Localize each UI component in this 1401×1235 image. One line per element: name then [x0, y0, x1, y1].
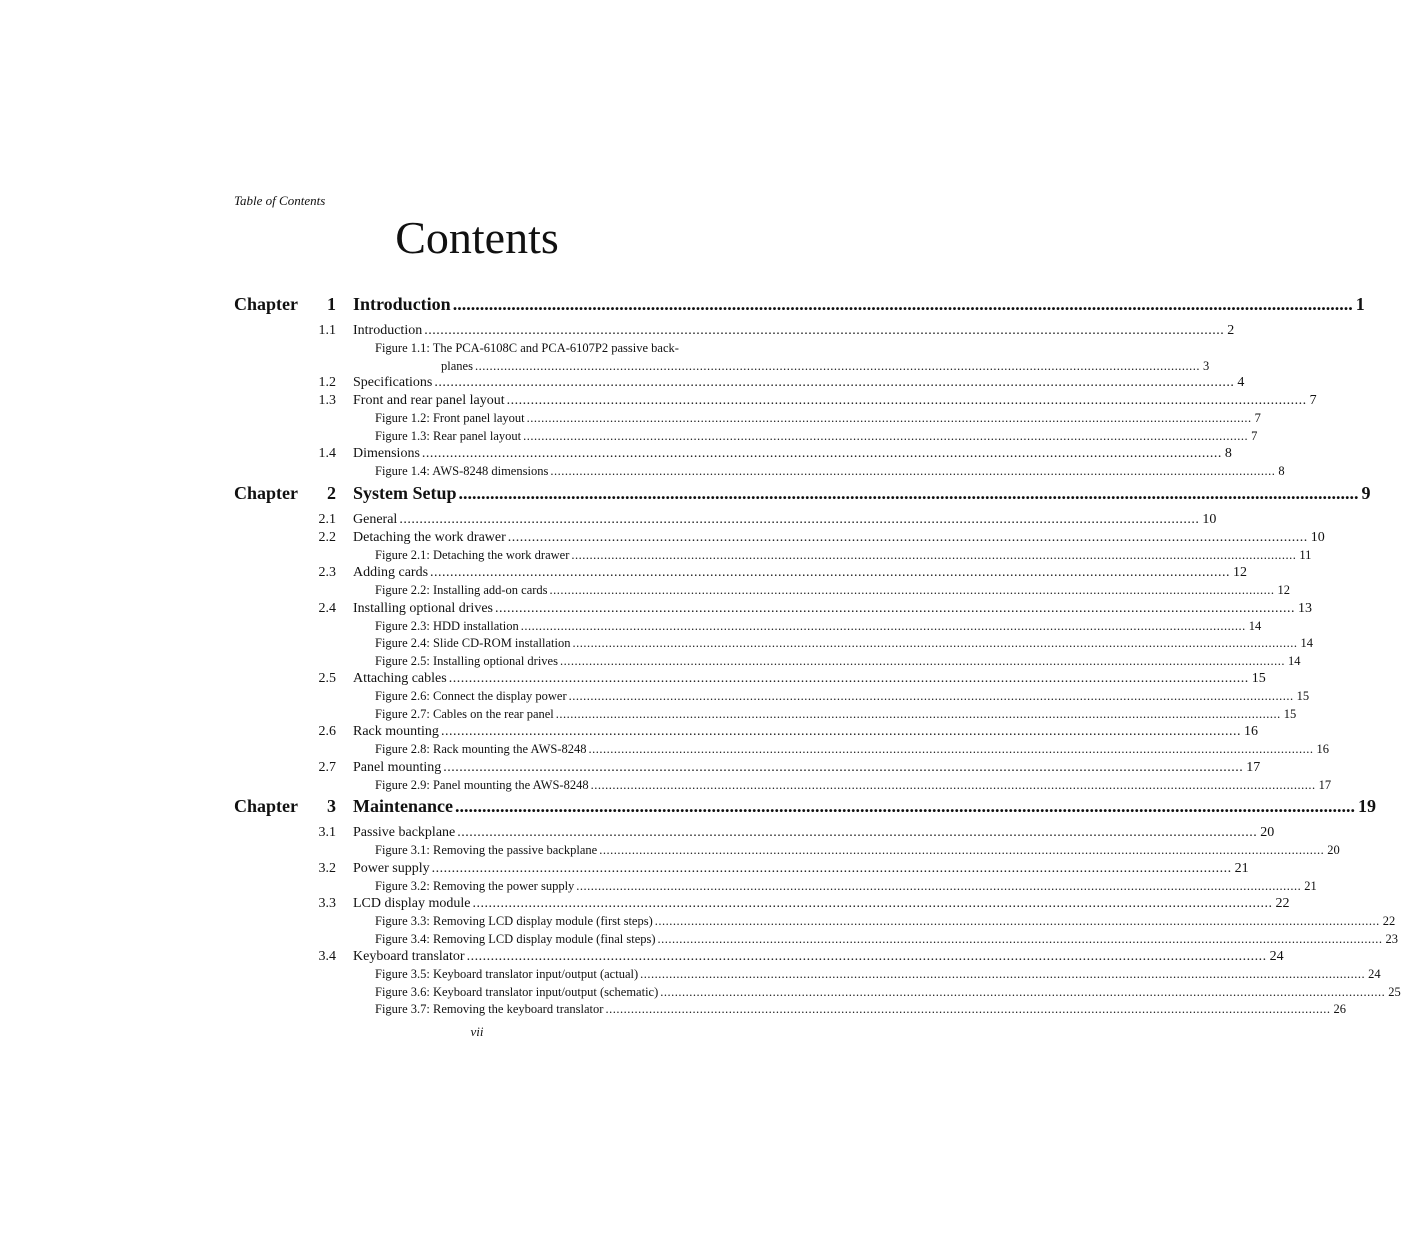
chapter-page-number: 1 — [1355, 294, 1365, 314]
figure-title: Figure 2.6: Connect the display power — [375, 689, 567, 703]
dot-leader: ........................................................................................................................................................................................................ — [549, 583, 1275, 597]
chapter-label: Chapter — [234, 796, 298, 816]
dot-leader: ........................................................................................................................................................................................................ — [431, 860, 1232, 876]
figure-page-number: 25 — [1388, 984, 1401, 999]
section-page-number: 2 — [1227, 323, 1235, 338]
toc-section-row — [234, 374, 1245, 392]
section-page-number: 10 — [1310, 529, 1325, 545]
section-title: Detaching the work drawer — [353, 529, 506, 545]
dot-leader: ........................................................................................................................................................................................................ — [472, 896, 1273, 911]
section-page-number: 22 — [1275, 896, 1290, 911]
toc-figure-row — [234, 1001, 1346, 1019]
page-title: Contents — [395, 212, 559, 263]
dot-leader: ........................................................................................................................................................................................................ — [572, 636, 1298, 650]
section-page-number: 10 — [1202, 511, 1217, 527]
section-page-number: 4 — [1237, 375, 1245, 390]
section-number: 3.2 — [318, 860, 336, 876]
section-number: 3.3 — [318, 896, 336, 911]
toc-entry — [375, 653, 1301, 671]
toc-section-row — [234, 322, 1235, 340]
toc-figure-row — [234, 966, 1381, 984]
toc-entry — [353, 759, 1261, 777]
figure-title: Figure 2.9: Panel mounting the AWS-8248 — [375, 777, 589, 792]
toc-figure-row — [234, 428, 1258, 446]
figure-title: Figure 3.7: Removing the keyboard translator — [375, 1002, 604, 1016]
section-title: Front and rear panel layout — [353, 393, 505, 408]
dot-leader: ........................................................................................................................................................................................................ — [568, 689, 1294, 703]
dot-leader: ........................................................................................................................................................................................................ — [443, 759, 1244, 775]
figure-title: Figure 2.5: Installing optional drives — [375, 653, 558, 668]
dot-leader: ........................................................................................................................................................................................................ — [424, 323, 1225, 338]
toc-figure-row — [234, 913, 1396, 931]
dot-leader: ........................................................................................................................................................................................................ — [520, 618, 1246, 633]
toc-entry — [375, 1001, 1346, 1019]
toc-entry — [353, 392, 1317, 410]
toc-entry — [375, 706, 1297, 724]
dot-leader: ........................................................................................................................................................................................................ — [588, 742, 1314, 756]
toc-chapter-row — [234, 481, 1371, 511]
figure-title: Figure 3.4: Removing LCD display module (final steps) — [375, 931, 656, 946]
figure-title: Figure 3.2: Removing the power supply — [375, 878, 575, 893]
toc-entry — [353, 860, 1249, 878]
figure-page-number: 21 — [1304, 878, 1317, 893]
figure-page-number: 14 — [1287, 653, 1301, 668]
toc-entry — [375, 741, 1329, 759]
figure-page-number: 20 — [1327, 843, 1340, 857]
toc-section-row — [234, 511, 1217, 529]
toc-figure-row — [234, 582, 1291, 600]
toc-entry — [353, 600, 1312, 618]
section-number: 2.7 — [318, 759, 336, 775]
section-title: Power supply — [353, 860, 430, 876]
section-number: 1.1 — [318, 323, 336, 338]
toc-entry — [375, 410, 1261, 428]
section-page-number: 12 — [1233, 565, 1248, 580]
section-page-number: 20 — [1260, 825, 1275, 840]
figure-title: Figure 2.4: Slide CD-ROM installation — [375, 636, 571, 650]
toc-section-row — [234, 895, 1290, 913]
toc-section-row — [234, 392, 1317, 410]
figure-title: Figure 3.1: Removing the passive backplane — [375, 843, 598, 857]
chapter-label: Chapter — [234, 482, 298, 503]
toc-entry — [353, 322, 1235, 340]
figure-page-number: 11 — [1299, 547, 1312, 562]
table-of-contents — [234, 292, 1401, 1019]
section-title: Passive backplane — [353, 825, 456, 840]
figure-title: Figure 2.8: Rack mounting the AWS-8248 — [375, 742, 587, 756]
figure-page-number: 23 — [1385, 931, 1399, 946]
dot-leader: ........................................................................................................................................................................................................ — [474, 358, 1200, 373]
dot-leader: ........................................................................................................................................................................................................ — [430, 565, 1231, 580]
toc-entry — [353, 511, 1217, 529]
running-header: Table of Contents — [234, 193, 326, 208]
figure-page-number: 15 — [1283, 706, 1297, 721]
section-page-number: 8 — [1224, 446, 1232, 461]
toc-entry — [375, 688, 1310, 706]
toc-entry — [375, 428, 1258, 446]
chapter-title: Introduction — [353, 294, 451, 314]
toc-entry — [353, 564, 1248, 582]
figure-title: Figure 3.3: Removing LCD display module (first steps) — [375, 914, 653, 928]
section-page-number: 24 — [1269, 949, 1284, 964]
dot-leader: ........................................................................................................................................................................................................ — [555, 706, 1281, 721]
section-number: 1.2 — [318, 375, 336, 390]
dot-leader: ........................................................................................................................................................................................................ — [605, 1002, 1331, 1016]
figure-title: Figure 3.5: Keyboard translator input/output (actual) — [375, 967, 639, 981]
section-number: 2.5 — [318, 671, 336, 686]
toc-entry — [353, 374, 1245, 392]
chapter-number: 1 — [327, 294, 336, 314]
figure-page-number: 12 — [1277, 583, 1291, 597]
toc-section-row — [234, 860, 1249, 878]
toc-figure-row — [234, 842, 1340, 860]
section-number: 1.3 — [318, 393, 336, 408]
dot-leader: ........................................................................................................................................................................................................ — [590, 777, 1316, 792]
section-page-number: 16 — [1243, 724, 1258, 739]
section-number: 2.2 — [318, 529, 336, 545]
section-title: Installing optional drives — [353, 600, 493, 616]
dot-leader: ........................................................................................................................................................................................................ — [506, 393, 1307, 408]
page-number: vii — [470, 1024, 484, 1039]
toc-entry — [375, 777, 1332, 795]
section-number: 1.4 — [318, 446, 336, 461]
dot-leader: ........................................................................................................................................................................................................ — [571, 547, 1297, 562]
chapter-page-number: 9 — [1361, 482, 1371, 503]
dot-leader: ........................................................................................................................................................................................................ — [660, 984, 1386, 999]
dot-leader: ........................................................................................................................................................................................................ — [599, 843, 1325, 857]
section-page-number: 17 — [1246, 759, 1261, 775]
section-title: Dimensions — [353, 446, 420, 461]
figure-title: Figure 1.3: Rear panel layout — [375, 428, 522, 443]
chapter-title: Maintenance — [353, 796, 453, 816]
figure-title: Figure 1.4: AWS-8248 dimensions — [375, 464, 549, 478]
dot-leader: ........................................................................................................................................................................................................ — [448, 671, 1249, 686]
figure-title: Figure 2.2: Installing add-on cards — [375, 583, 548, 597]
toc-entry — [375, 931, 1399, 949]
figure-page-number: 7 — [1251, 428, 1258, 443]
toc-entry — [375, 842, 1340, 860]
section-title: Keyboard translator — [353, 949, 465, 964]
toc-section-row — [234, 670, 1266, 688]
toc-entry — [375, 582, 1291, 600]
figure-page-number: 3 — [1202, 358, 1210, 373]
toc-figure-row — [234, 706, 1297, 724]
chapter-number: 3 — [327, 796, 336, 816]
toc-entry — [353, 895, 1290, 913]
section-title: Rack mounting — [353, 724, 439, 739]
section-number: 3.4 — [318, 949, 336, 964]
section-number: 2.4 — [318, 600, 336, 616]
toc-figure-row — [234, 653, 1301, 671]
dot-leader: ........................................................................................................................................................................................................ — [559, 653, 1285, 668]
toc-figure-row — [234, 463, 1285, 481]
section-number: 2.1 — [318, 511, 336, 527]
toc-figure-row — [234, 618, 1262, 636]
section-number: 2.6 — [318, 724, 336, 739]
toc-entry — [375, 635, 1313, 653]
section-title: Introduction — [353, 323, 423, 338]
figure-title-continued — [375, 358, 1210, 376]
toc-entry — [375, 547, 1312, 565]
dot-leader: ........................................................................................................................................................................................................ — [507, 529, 1308, 545]
dot-leader: ........................................................................................................................................................................................................ — [452, 294, 1353, 314]
dot-leader: ........................................................................................................................................................................................................ — [523, 428, 1249, 443]
toc-entry — [375, 618, 1262, 636]
toc-section-row — [234, 600, 1312, 618]
section-page-number: 7 — [1309, 393, 1317, 408]
toc-section-row — [234, 723, 1258, 741]
toc-entry — [375, 463, 1285, 481]
toc-entry — [353, 824, 1275, 842]
chapter-page-number: 19 — [1357, 796, 1376, 816]
dot-leader: ........................................................................................................................................................................................................ — [399, 511, 1200, 527]
toc-section-row — [234, 759, 1261, 777]
toc-figure-row — [234, 931, 1399, 949]
toc-section-row — [234, 445, 1232, 463]
dot-leader: ........................................................................................................................................................................................................ — [454, 796, 1355, 816]
section-page-number: 21 — [1234, 860, 1249, 876]
figure-page-number: 26 — [1333, 1002, 1346, 1016]
section-title: General — [353, 511, 398, 527]
dot-leader: ........................................................................................................................................................................................................ — [421, 446, 1222, 461]
section-title: Attaching cables — [353, 671, 447, 686]
figure-page-number: 24 — [1368, 967, 1381, 981]
chapter-number: 2 — [327, 482, 336, 503]
chapter-label: Chapter — [234, 294, 298, 314]
toc-entry — [353, 445, 1232, 463]
dot-leader: ........................................................................................................................................................................................................ — [457, 825, 1258, 840]
toc-figure-row — [234, 340, 1210, 374]
toc-figure-row — [234, 410, 1261, 428]
toc-chapter-row — [234, 292, 1365, 322]
toc-entry — [353, 529, 1325, 547]
chapter-title: System Setup — [353, 482, 457, 503]
figure-title-line2: planes — [441, 358, 473, 373]
toc-entry — [353, 482, 1371, 504]
section-title: Panel mounting — [353, 759, 442, 775]
figure-title: Figure 1.2: Front panel layout — [375, 411, 525, 425]
toc-entry — [353, 723, 1258, 741]
figure-page-number: 15 — [1296, 689, 1310, 703]
toc-entry — [353, 294, 1365, 315]
figure-title: Figure 2.1: Detaching the work drawer — [375, 547, 570, 562]
dot-leader: ........................................................................................................................................................................................................ — [434, 375, 1235, 390]
toc-section-row — [234, 529, 1325, 547]
toc-figure-row — [234, 878, 1317, 896]
figure-page-number: 14 — [1248, 618, 1262, 633]
section-page-number: 15 — [1251, 671, 1266, 686]
figure-title: Figure 2.7: Cables on the rear panel — [375, 706, 554, 721]
figure-page-number: 8 — [1278, 464, 1285, 478]
section-number: 2.3 — [318, 565, 336, 580]
section-title: LCD display module — [353, 896, 471, 911]
toc-entry — [353, 948, 1284, 966]
figure-page-number: 7 — [1254, 411, 1261, 425]
dot-leader: ........................................................................................................................................................................................................ — [657, 931, 1383, 946]
section-title: Adding cards — [353, 565, 429, 580]
dot-leader: ........................................................................................................................................................................................................ — [526, 411, 1252, 425]
dot-leader: ........................................................................................................................................................................................................ — [440, 724, 1241, 739]
toc-entry — [375, 340, 1210, 375]
toc-entry — [375, 878, 1317, 896]
section-number: 3.1 — [318, 825, 336, 840]
toc-figure-row — [234, 547, 1312, 565]
toc-figure-row — [234, 635, 1313, 653]
figure-title: Figure 1.1: The PCA-6108C and PCA-6107P2 passive back- — [375, 341, 679, 355]
toc-figure-row — [234, 688, 1310, 706]
figure-page-number: 14 — [1300, 636, 1313, 650]
dot-leader: ........................................................................................................................................................................................................ — [494, 600, 1295, 616]
toc-entry — [353, 670, 1266, 688]
toc-figure-row — [234, 777, 1332, 795]
figure-page-number: 17 — [1318, 777, 1332, 792]
dot-leader: ........................................................................................................................................................................................................ — [458, 482, 1359, 503]
dot-leader: ........................................................................................................................................................................................................ — [640, 967, 1366, 981]
dot-leader: ........................................................................................................................................................................................................ — [576, 878, 1302, 893]
toc-section-row — [234, 948, 1284, 966]
toc-entry — [375, 984, 1401, 1002]
toc-chapter-row — [234, 794, 1376, 824]
dot-leader: ........................................................................................................................................................................................................ — [654, 914, 1380, 928]
figure-page-number: 22 — [1382, 914, 1396, 928]
toc-entry — [375, 913, 1396, 931]
section-page-number: 13 — [1297, 600, 1312, 616]
toc-section-row — [234, 564, 1248, 582]
figure-title: Figure 2.3: HDD installation — [375, 618, 519, 633]
figure-title: Figure 3.6: Keyboard translator input/output (schematic) — [375, 984, 659, 999]
toc-figure-row — [234, 741, 1329, 759]
section-title: Specifications — [353, 375, 433, 390]
toc-entry — [353, 796, 1376, 817]
dot-leader: ........................................................................................................................................................................................................ — [466, 949, 1267, 964]
figure-page-number: 16 — [1316, 742, 1329, 756]
toc-entry — [375, 966, 1381, 984]
toc-section-row — [234, 824, 1275, 842]
toc-figure-row — [234, 984, 1401, 1002]
dot-leader: ........................................................................................................................................................................................................ — [550, 464, 1276, 478]
